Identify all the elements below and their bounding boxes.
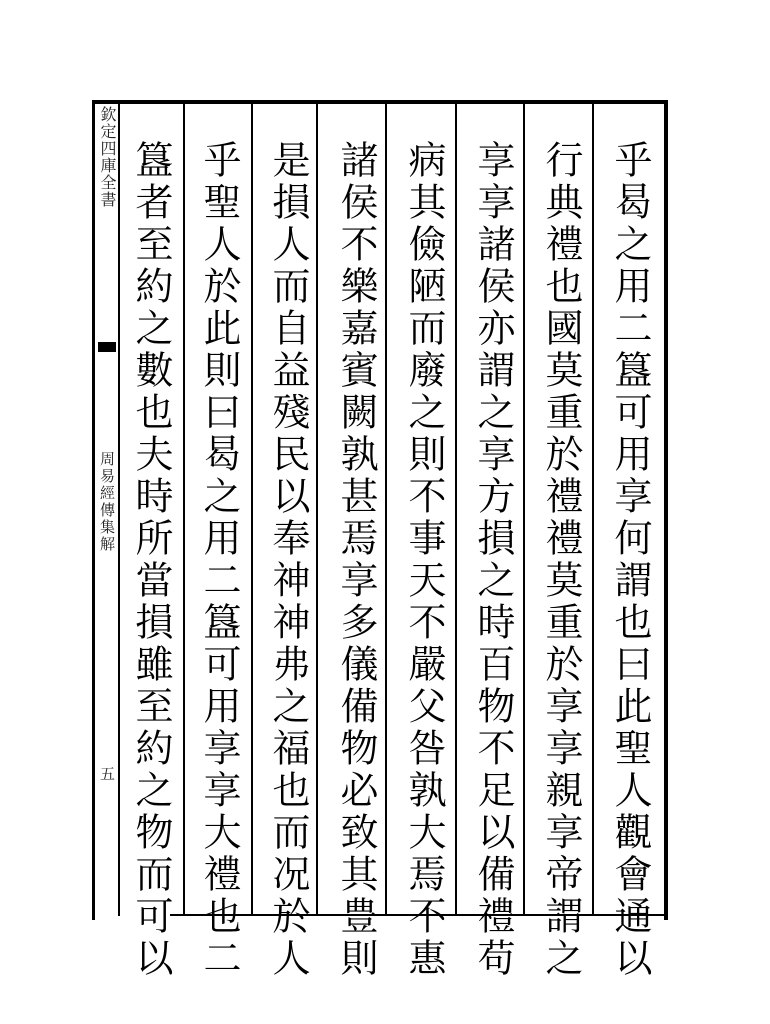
column-rule bbox=[251, 104, 253, 916]
banxin-page-number: 五 bbox=[98, 766, 116, 781]
text-column-2: 行典禮也國莫重於禮禮莫重於享享親享帝謂之 bbox=[539, 140, 583, 980]
column-rule bbox=[183, 104, 185, 916]
frame-left-border bbox=[92, 100, 95, 920]
banxin-book-title: 周易經傳集解 bbox=[98, 451, 116, 553]
column-rule bbox=[118, 104, 120, 916]
text-column-8: 簋者至約之數也夫時所當損雖至約之物而可以 bbox=[129, 140, 173, 980]
frame-top-border bbox=[92, 100, 667, 104]
fishtail-mark bbox=[98, 342, 116, 352]
column-rule bbox=[455, 104, 457, 916]
column-rule bbox=[592, 104, 594, 916]
text-column-1: 乎曷之用二簋可用享何謂也曰此聖人觀會通以 bbox=[608, 140, 652, 980]
column-rule bbox=[523, 104, 525, 916]
text-column-3: 享享諸侯亦謂之享方損之時百物不足以備禮苟 bbox=[471, 140, 515, 980]
text-column-6: 是損人而自益殘民以奉神神弗之福也而况於人 bbox=[266, 140, 310, 980]
text-column-7: 乎聖人於此則曰曷之用二簋可用享享大禮也二 bbox=[197, 140, 241, 980]
frame-right-border bbox=[664, 100, 668, 920]
banxin-margin bbox=[97, 106, 117, 896]
column-rule bbox=[316, 104, 318, 916]
column-rule bbox=[385, 104, 387, 916]
text-column-5: 諸侯不樂嘉賓闕孰甚焉享多儀備物必致其豊則 bbox=[334, 140, 378, 980]
text-column-4: 病其儉陋而廢之則不事天不嚴父咎孰大焉不惠 bbox=[402, 140, 446, 980]
banxin-title: 欽定四庫全書 bbox=[98, 106, 117, 208]
